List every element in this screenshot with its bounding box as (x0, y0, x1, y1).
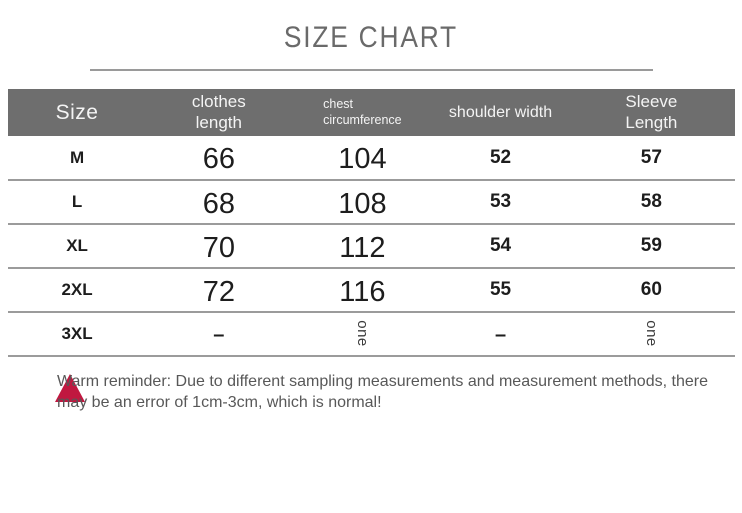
cell-clothes-length: 68 (146, 180, 291, 224)
clothes-length-line2: length (195, 112, 242, 132)
cell-chest-circumference: 116 (292, 268, 434, 312)
column-header-shoulder-width (433, 89, 567, 136)
cell-size: L (8, 180, 146, 224)
column-header-chest-circumference (292, 89, 434, 136)
cell-chest-circumference: 108 (292, 180, 434, 224)
sleeve-length-line1: Sleeve (625, 92, 678, 112)
cell-shoulder-width: 53 (433, 180, 567, 224)
title-section (0, 0, 742, 55)
cell-chest-circumference: 112 (292, 224, 434, 268)
table-row-3xl (8, 312, 735, 356)
rotated-text: one (642, 320, 660, 347)
column-header-sleeve-length (568, 89, 735, 136)
cell-size: XL (8, 224, 146, 268)
cell-clothes-length: – (146, 312, 291, 356)
warm-reminder-section (57, 371, 712, 413)
cell-sleeve-length: 60 (568, 268, 735, 312)
cell-shoulder-width: 55 (433, 268, 567, 312)
cell-clothes-length: 72 (146, 268, 291, 312)
cell-chest-circumference: 104 (292, 136, 434, 180)
chest-circumference-line1: chest (323, 96, 354, 111)
header-row (8, 89, 735, 136)
column-header-size (8, 89, 146, 136)
table-row-l (8, 180, 735, 224)
cell-sleeve-length: 58 (568, 180, 735, 224)
cell-size: 3XL (8, 312, 146, 356)
cell-sleeve-length: 57 (568, 136, 735, 180)
warm-reminder-text (57, 371, 712, 413)
table-body (8, 136, 735, 356)
cell-clothes-length: 70 (146, 224, 291, 268)
cell-size: 2XL (8, 268, 146, 312)
chest-circumference-line2: circumference (323, 113, 402, 128)
sleeve-length-line2: Length (625, 112, 678, 132)
cell-sleeve-length: 59 (568, 224, 735, 268)
page-title: SIZE CHART (283, 21, 459, 54)
clothes-length-line1: clothes (191, 92, 246, 112)
cell-size: M (8, 136, 146, 180)
cell-shoulder-width: – (433, 312, 567, 356)
table-header (8, 89, 735, 136)
warm-reminder-line2: may be an error of 1cm-3cm, which is normal! (57, 394, 382, 411)
column-header-size-label: Size (55, 100, 99, 124)
cell-chest-circumference (292, 312, 434, 356)
table-row-xl (8, 224, 735, 268)
cell-clothes-length: 66 (146, 136, 291, 180)
size-chart-table (8, 89, 735, 357)
title-underline-divider (90, 69, 653, 71)
table-row-2xl (8, 268, 735, 312)
cell-shoulder-width: 52 (433, 136, 567, 180)
rotated-text: one (353, 320, 371, 347)
column-header-clothes-length (146, 89, 291, 136)
cell-sleeve-length (568, 312, 735, 356)
shoulder-width-label: shoulder width (448, 103, 553, 121)
warm-reminder-line1: Warm reminder: Due to different sampling measurements and measurement methods, there (57, 373, 708, 390)
table-row-m (8, 136, 735, 180)
cell-shoulder-width: 54 (433, 224, 567, 268)
